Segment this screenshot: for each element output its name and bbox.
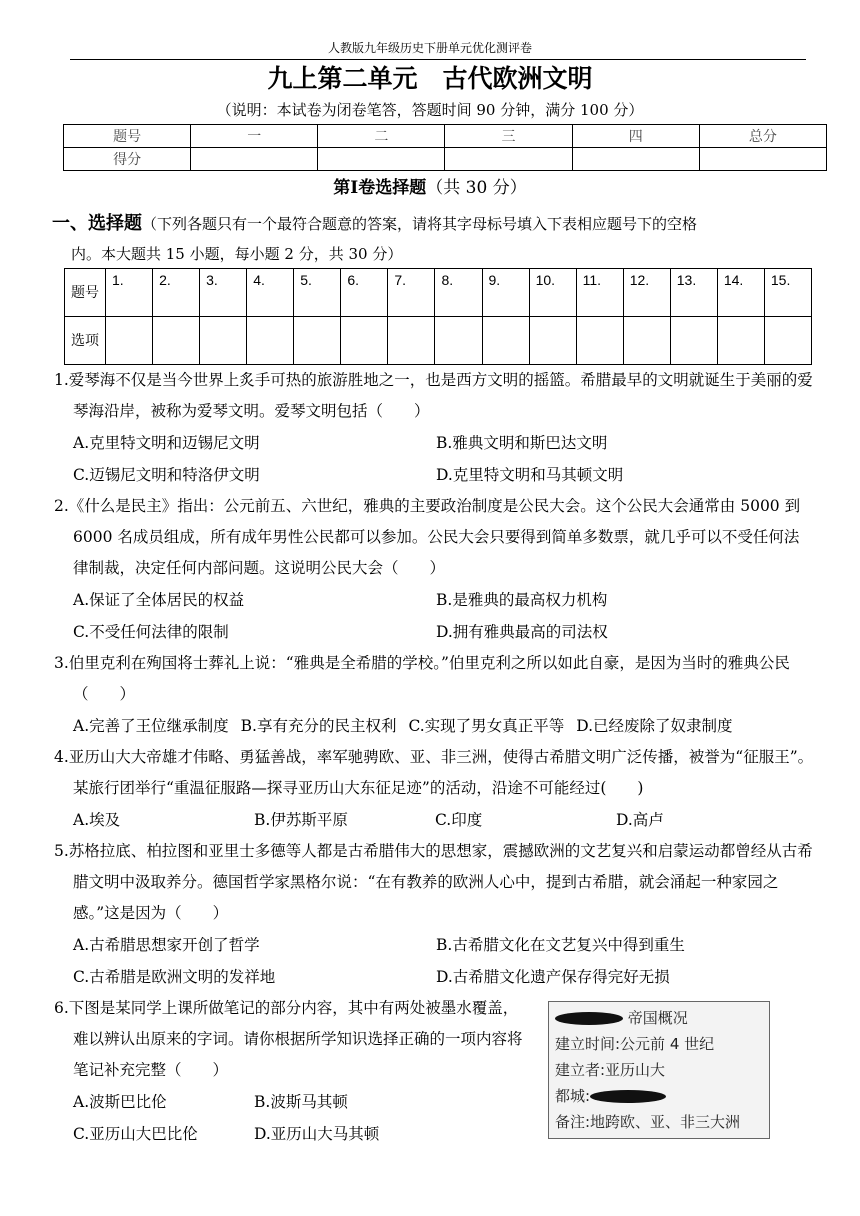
note-line-founder: 建立者:亚历山大 <box>555 1061 666 1079</box>
question-stem: 2.《什么是民主》指出：公元前五、六世纪，雅典的主要政治制度是公民大会。这个公民大会通常由 5000 到 6000 名成员组成，所有成年男性公民都可以参加。公民大会只要得到简单多数票，就几乎可以不受任何法律制裁，决定任何内部问题。这说明公民大会（ ） <box>54 497 801 577</box>
note-line-time: 建立时间:公元前 4 世纪 <box>555 1035 715 1053</box>
header-rule <box>70 59 806 60</box>
answer-blank[interactable] <box>247 317 294 365</box>
part1-heading <box>52 209 812 269</box>
part1-instr1: （下列各题只有一个最符合题意的答案，请将其字母标号填入下表相应题号下的空格 <box>142 215 698 233</box>
answer-number: 2. <box>153 269 200 317</box>
option-a[interactable]: A.保证了全体居民的权益 <box>73 591 245 609</box>
option-a[interactable]: A.克里特文明和迈锡尼文明 <box>73 434 260 452</box>
question-1 <box>54 365 814 491</box>
score-cell: 题号 <box>64 125 191 148</box>
answer-blank[interactable] <box>200 317 247 365</box>
score-label: 得分 <box>64 148 191 171</box>
option-d[interactable]: D.亚历山大马其顿 <box>254 1125 380 1143</box>
note-line-capital <box>555 1084 666 1108</box>
score-cell: 二 <box>318 125 445 148</box>
answer-blank[interactable] <box>670 317 717 365</box>
score-cell: 总分 <box>699 125 826 148</box>
answer-blank[interactable] <box>294 317 341 365</box>
answer-number: 3. <box>200 269 247 317</box>
option-d[interactable]: D.克里特文明和马其顿文明 <box>436 466 624 484</box>
notebook-excerpt-image <box>548 1001 770 1139</box>
option-d[interactable]: D.拥有雅典最高的司法权 <box>436 623 608 641</box>
question-2 <box>54 491 814 648</box>
option-a[interactable]: A.波斯巴比伦 <box>73 1093 167 1111</box>
option-c[interactable]: C.印度 <box>435 811 483 829</box>
option-a[interactable]: A.古希腊思想家开创了哲学 <box>73 936 260 954</box>
answer-number: 9. <box>482 269 529 317</box>
option-b[interactable]: B.是雅典的最高权力机构 <box>436 591 608 609</box>
answer-table <box>64 268 812 365</box>
option-c[interactable]: C.亚历山大巴比伦 <box>73 1125 198 1143</box>
answer-row-label: 选项 <box>65 317 106 365</box>
answer-number: 6. <box>341 269 388 317</box>
option-b[interactable]: B.伊苏斯平原 <box>254 811 348 829</box>
answer-number: 13. <box>670 269 717 317</box>
answer-blank[interactable] <box>106 317 153 365</box>
option-a[interactable]: A.埃及 <box>73 811 121 829</box>
score-cell: 四 <box>572 125 699 148</box>
option-a[interactable]: A.完善了王位继承制度 <box>73 717 229 735</box>
option-b[interactable]: B.波斯马其顿 <box>254 1093 348 1111</box>
section-title <box>0 175 860 201</box>
note-line-empire <box>555 1006 688 1030</box>
answer-number: 8. <box>435 269 482 317</box>
section-title-bold: 第Ⅰ卷选择题 <box>333 178 427 198</box>
question-options <box>54 427 814 491</box>
score-blank[interactable] <box>699 148 826 171</box>
answer-blank[interactable] <box>435 317 482 365</box>
question-stem: 6.下图是某同学上课所做笔记的部分内容，其中有两处被墨水覆盖，难以辨认出原来的字词。请你根据所学知识选择正确的一项内容将笔记补充完整（ ） <box>54 999 523 1079</box>
score-table-header-row <box>64 125 827 148</box>
question-stem: 4.亚历山大大帝雄才伟略、勇猛善战，率军驰骋欧、亚、非三洲，使得古希腊文明广泛传播，被誉为“征服王”。某旅行团举行“重温征服路—探寻亚历山大东征足迹”的活动，沿途不可能经过( ) <box>54 748 814 797</box>
answer-number-row <box>65 269 812 317</box>
option-c[interactable]: C.实现了男女真正平等 <box>408 717 565 735</box>
question-4 <box>54 742 814 836</box>
note-capital-label: 都城: <box>555 1087 591 1105</box>
part1-title: 一、选择题 <box>52 213 142 234</box>
answer-blank[interactable] <box>764 317 811 365</box>
option-b[interactable]: B.享有充分的民主权利 <box>240 717 397 735</box>
question-list <box>54 365 814 1150</box>
option-d[interactable]: D.高卢 <box>616 811 664 829</box>
answer-blank[interactable] <box>153 317 200 365</box>
answer-blank[interactable] <box>717 317 764 365</box>
note-empire-label: 帝国概况 <box>627 1009 688 1027</box>
score-blank[interactable] <box>318 148 445 171</box>
answer-blank[interactable] <box>576 317 623 365</box>
answer-number: 12. <box>623 269 670 317</box>
answer-choice-row <box>65 317 812 365</box>
answer-number: 4. <box>247 269 294 317</box>
score-blank[interactable] <box>191 148 318 171</box>
answer-number: 7. <box>388 269 435 317</box>
part1-line1 <box>52 209 812 239</box>
score-cell: 一 <box>191 125 318 148</box>
answer-number: 5. <box>294 269 341 317</box>
question-options <box>54 804 814 836</box>
answer-blank[interactable] <box>388 317 435 365</box>
question-stem: 1.爱琴海不仅是当今世界上炙手可热的旅游胜地之一，也是西方文明的摇篮。希腊最早的文明就诞生于美丽的爱琴海沿岸，被称为爱琴文明。爱琴文明包括（ ） <box>54 371 813 420</box>
question-options <box>54 584 814 648</box>
answer-blank[interactable] <box>623 317 670 365</box>
answer-number: 11. <box>576 269 623 317</box>
option-d[interactable]: D.古希腊文化遗产保存得完好无损 <box>436 968 670 986</box>
section-title-points: （共 30 分） <box>426 178 527 198</box>
answer-number: 14. <box>717 269 764 317</box>
score-cell: 三 <box>445 125 572 148</box>
option-d[interactable]: D.已经废除了奴隶制度 <box>576 717 733 735</box>
running-header: 人教版九年级历史下册单元优化测评卷 <box>327 41 532 55</box>
question-stem: 3.伯里克利在殉国将士葬礼上说：“雅典是全希腊的学校。”伯里克利之所以如此自豪，是因为当时的雅典公民（ ） <box>54 654 790 703</box>
option-c[interactable]: C.古希腊是欧洲文明的发祥地 <box>73 968 276 986</box>
answer-blank[interactable] <box>482 317 529 365</box>
answer-blank[interactable] <box>529 317 576 365</box>
score-table <box>63 124 827 171</box>
score-blank[interactable] <box>445 148 572 171</box>
question-6 <box>54 993 814 1150</box>
question-options <box>54 929 814 993</box>
answer-blank[interactable] <box>341 317 388 365</box>
question-6-text <box>54 993 529 1150</box>
note-line-remark: 备注:地跨欧、亚、非三大洲 <box>555 1113 741 1131</box>
ink-blot <box>555 1012 623 1025</box>
option-c[interactable]: C.不受任何法律的限制 <box>73 623 229 641</box>
ink-blot <box>590 1090 666 1103</box>
page-title: 九上第二单元 古代欧洲文明 <box>267 64 593 93</box>
answer-row-label: 题号 <box>65 269 106 317</box>
part1-instr2: 内。本大题共 15 小题，每小题 2 分，共 30 分） <box>71 245 403 263</box>
option-c[interactable]: C.迈锡尼文明和特洛伊文明 <box>73 466 260 484</box>
option-b[interactable]: B.古希腊文化在文艺复兴中得到重生 <box>436 936 685 954</box>
question-options <box>54 1086 529 1150</box>
score-table-score-row <box>64 148 827 171</box>
answer-number: 10. <box>529 269 576 317</box>
score-blank[interactable] <box>572 148 699 171</box>
question-3 <box>54 648 814 742</box>
question-5 <box>54 836 814 993</box>
option-b[interactable]: B.雅典文明和斯巴达文明 <box>436 434 608 452</box>
question-stem: 5.苏格拉底、柏拉图和亚里士多德等人都是古希腊伟大的思想家，震撼欧洲的文艺复兴和启蒙运动都曾经从古希腊文明中汲取养分。德国哲学家黑格尔说：“在有教养的欧洲人心中，提到古希腊，就会涌起一种家园之感。”这是因为（ ） <box>54 842 813 922</box>
answer-number: 15. <box>764 269 811 317</box>
answer-number: 1. <box>106 269 153 317</box>
exam-instructions: （说明：本试卷为闭卷笔答，答题时间 90 分钟，满分 100 分） <box>216 101 644 119</box>
question-options <box>54 710 814 742</box>
